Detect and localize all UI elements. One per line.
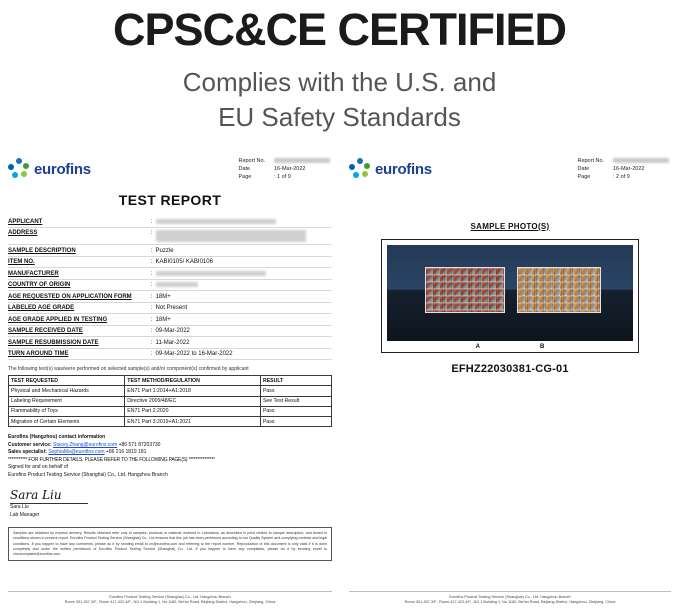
report-page-value: : 2 of 9 [613,173,630,180]
signed-for-text: Signed for and on behalf of [8,464,69,471]
field-value: 18M+ [155,316,171,323]
column-header-test-requested: TEST REQUESTED [9,376,125,386]
banner-title: CPSC&CE CERTIFIED [112,4,567,55]
page2-footer [349,591,671,606]
footer-company: Eurofins Product Testing Service (Shanghai) Co., Ltd. Hangzhou Branch [109,594,231,599]
cell-test-requested: Flammability of Toys [9,406,125,416]
field-value: 18M+ [155,293,171,300]
field-label: SAMPLE DESCRIPTION [8,247,76,254]
puzzle-sample-b [517,267,601,313]
report-page-label: Page [238,173,252,180]
puzzle-sample-a [425,267,505,313]
footer-company: Eurofins Product Testing Service (Shanghai) Co., Ltd. Hangzhou Branch [449,594,571,599]
table-row: COUNTRY OF ORIGIN : [8,279,332,291]
redacted-value [156,282,198,287]
field-label: ADDRESS [8,230,38,237]
signatory-name: Sara Liu [10,504,29,511]
customer-service-phone: +86 571 87203730 [118,441,161,448]
field-value: Not Present [155,305,188,312]
report-meta-page1 [238,158,330,182]
column-header-test-method: TEST METHOD/REGULATION [125,376,261,386]
table-row: TURN AROUND TIME : 09-Mar-2022 to 16-Mar-2022 [8,348,332,360]
table-row [9,416,332,426]
sales-specialist-label: Sales specialist: [8,449,47,456]
field-label: MANUFACTURER [8,270,59,277]
sample-photo-image [387,245,633,341]
sales-specialist-phone: +86 216 1819 181 [105,449,147,456]
field-value [156,268,332,280]
eurofins-wordmark: eurofins [34,160,91,178]
eurofins-wordmark: eurofins [375,160,432,178]
sample-photos-title: SAMPLE PHOTO(S) [470,222,550,231]
footer-address: Room 301-307,3/F., Room 417-422,4/F., NO.1 Building 1, No.1180, Bei'an Road, Binjiang District, Hangzhou, Zhejiang, China [404,600,616,605]
cell-result: See Test Result [260,396,331,406]
footer-address: Room 301-307,3/F., Room 417-422,4/F., NO.1 Building 1, No.1180, Bei'an Road, Binjiang District, Hangzhou, Zhejiang, China [64,600,276,605]
cell-result: Pass [260,386,331,396]
field-value: KABI0105/ KABI0106 [155,259,213,266]
table-header-row [9,376,332,386]
table-row: SAMPLE RECEIVED DATE : 09-Mar-2022 [8,325,332,337]
disclaimer-text: Samples are obtained by express delivery, Results obtained refer only to samples, products or material received in Laboratory, as described in point related to sample description, and tested in conditions shown in present report. Eurofins Product Testing Service (Shanghai) Co., Ltd ensures that this job has been performed according to our Quality System and complying contract and legal conditions. If you happen to have any comments, please do it by sending email to cn@eurofins.com and referring to the report number. Reproduction of this document is only valid if it is done completely and under the written permission of Eurofins Product Testing Service (Shanghai) Co., Ltd. If you happen to have any complaints, please do it by sending email to cheucomplaint@eurofins.com [8,527,332,561]
field-value [156,227,332,245]
field-value [156,279,332,291]
field-label: TURN AROUND TIME [8,351,69,358]
report-page-label: Page [577,173,591,180]
field-value: 09-Mar-2022 [155,328,190,335]
table-row: LABELED AGE GRADE : Not Present [8,302,332,314]
report-pages [0,150,679,610]
cell-result: Pass [260,406,331,416]
field-label: AGE REQUESTED ON APPLICATION FORM [8,293,132,300]
table-row: APPLICANT : [8,216,332,227]
testing-note: The following test(s) was/were performed on selected sample(s) and/or component(s) confirmed by applicant [8,366,249,373]
report-date-label: Date [238,165,251,172]
field-label: AGE GRADE APPLIED IN TESTING [8,316,108,323]
photo-label-b: B [540,344,545,350]
field-label: SAMPLE RESUBMISSION DATE [8,339,99,346]
cell-test-requested: Physical and Mechanical Hazards [9,386,125,396]
contact-heading: Eurofins (Hangzhou) contact information [8,434,106,441]
field-label: ITEM NO. [8,259,35,266]
cell-result: Pass [260,416,331,426]
field-label: SAMPLE RECEIVED DATE [8,328,83,335]
field-label: LABELED AGE GRADE [8,305,75,312]
sample-photo-frame [381,239,639,353]
field-value [156,216,332,227]
report-page-1 [0,150,340,610]
cell-test-method: EN71 Part 2:2020 [125,406,261,416]
test-report-title: TEST REPORT [118,192,222,208]
table-row: SAMPLE DESCRIPTION : Puzzle [8,245,332,257]
table-row: SAMPLE RESUBMISSION DATE : 11-Mar-2022 [8,337,332,349]
report-no-redacted [274,158,330,163]
table-row [9,396,332,406]
test-results-table [8,375,332,427]
field-value: 11-Mar-2022 [155,339,190,346]
cell-test-method: EN71 Part 1:2014+A1:2018 [125,386,261,396]
column-header-result: RESULT [260,376,331,386]
report-meta-page2 [577,158,669,182]
field-label: COUNTRY OF ORIGIN [8,282,71,289]
eurofins-dots-icon [8,158,30,180]
company-name: Eurofins Product Testing Service (Shanghai) Co., Ltd. Hangzhou Branch [8,471,168,478]
sales-specialist-email-link[interactable]: SophiaMa@eurofins.com [48,449,105,456]
report-page-2 [340,150,679,610]
cell-test-requested: Labeling Requirement [9,396,125,406]
cell-test-method: Directive 2009/48/EC [125,396,261,406]
redacted-value [156,271,266,276]
eurofins-dots-icon [349,158,371,180]
further-details-note: *********** FOR FURTHER DETAILS, PLEASE REFER TO THE FOLLOWING PAGE(S) *************** [8,456,215,463]
redacted-value [156,230,306,242]
cell-test-requested: Migration of Certain Elements [9,416,125,426]
report-no-redacted [613,158,669,163]
table-row: AGE REQUESTED ON APPLICATION FORM : 18M+ [8,291,332,303]
cell-test-method: EN71 Part 3:2019+A1:2021 [125,416,261,426]
sample-photo-caption: EFHZ22030381-CG-01 [451,363,569,375]
customer-service-email-link[interactable]: Stacey.Zhang@eurofins.com [53,441,118,448]
certification-banner [0,0,679,135]
table-row: ITEM NO. : KABI0105/ KABI0106 [8,256,332,268]
signatory-title: Lab Manager [10,511,40,518]
table-row: MANUFACTURER : [8,268,332,280]
report-no-label: Report No. [577,158,605,164]
table-row: ADDRESS : [8,227,332,245]
table-row: AGE GRADE APPLIED IN TESTING : 18M+ [8,314,332,326]
report-no-label: Report No. [238,158,266,164]
signature-script: Sara Liu [10,488,62,503]
field-value: 09-Mar-2022 to 16-Mar-2022 [155,351,233,358]
report-date-value: 16-Mar-2022 [613,165,645,172]
table-row [9,406,332,416]
page1-footer [8,591,332,606]
banner-subtitle-line1: Complies with the U.S. and [182,67,497,98]
customer-service-label: Customer service: [8,441,52,448]
field-label: APPLICANT [8,218,43,225]
table-row [9,386,332,396]
report-page-value: : 1 of 9 [274,173,291,180]
report-date-label: Date [577,165,590,172]
report-fields-table [8,216,332,360]
banner-subtitle-line2: EU Safety Standards [218,102,461,133]
contact-block [8,434,332,479]
redacted-value [156,219,276,224]
field-value: Puzzle [155,247,174,254]
report-date-value: 16-Mar-2022 [274,165,306,172]
photo-label-a: A [475,344,480,350]
